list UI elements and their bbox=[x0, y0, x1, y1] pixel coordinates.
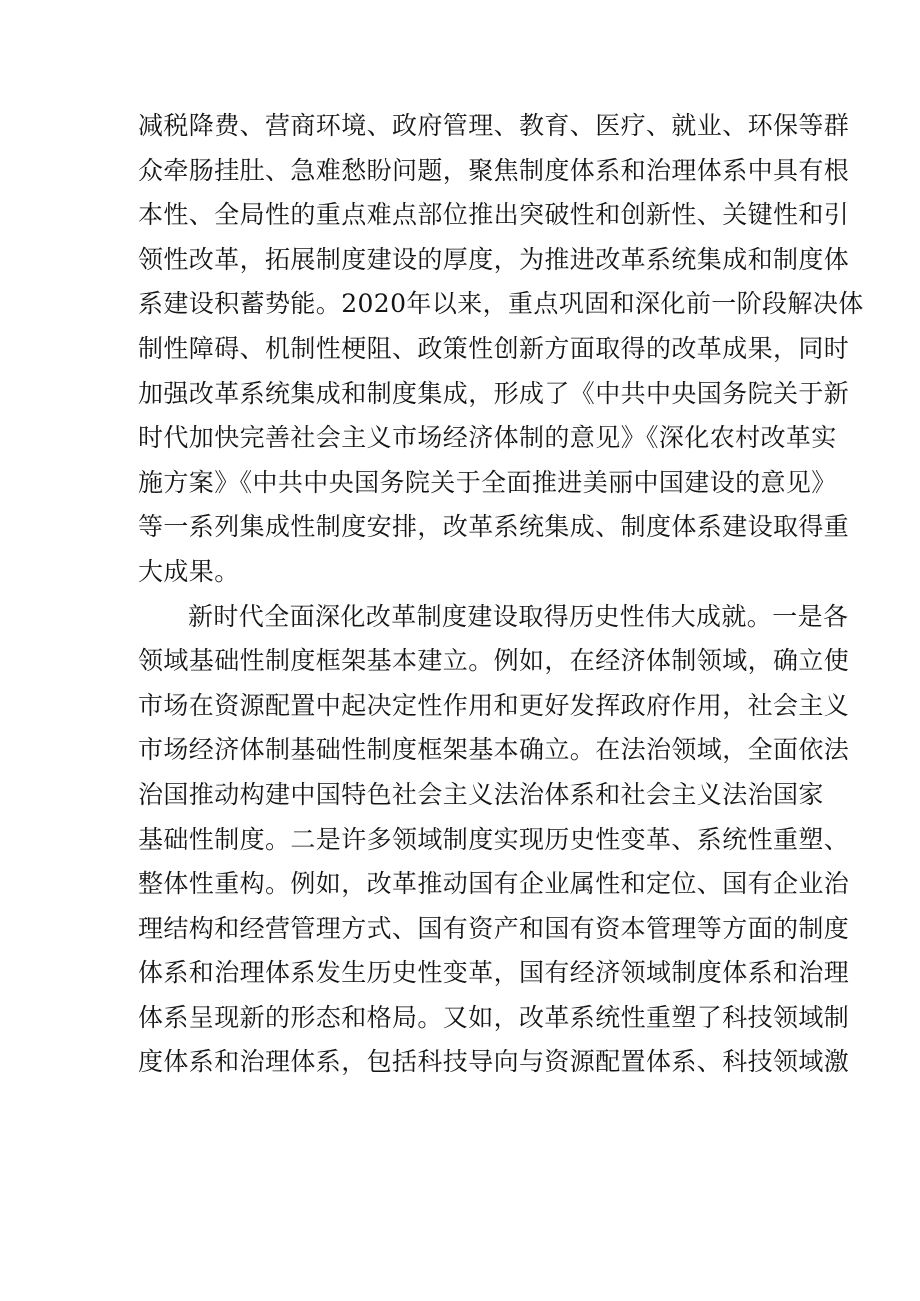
text-line: 治国推动构建中国特色社会主义法治体系和社会主义法治国家 bbox=[138, 779, 824, 809]
text-line: 市场在资源配置中起决定性作用和更好发挥政府作用，社会主义 bbox=[138, 690, 850, 720]
text-line: 领域基础性制度框架基本建立。例如，在经济体制领域，确立使 bbox=[138, 646, 850, 676]
text-line: 大成果。 bbox=[138, 556, 240, 586]
text-line: 理结构和经营管理方式、国有资产和国有资本管理等方面的制度 bbox=[138, 913, 850, 943]
text-line: 整体性重构。例如，改革推动国有企业属性和定位、国有企业治 bbox=[138, 869, 850, 899]
paragraph-start-line: 新时代全面深化改革制度建设取得历史性伟大成就。一是各 bbox=[188, 601, 849, 631]
text-line: 加强改革系统集成和制度集成，形成了《中共中央国务院关于新 bbox=[138, 378, 850, 408]
text-line: 施方案》《中共中央国务院关于全面推进美丽中国建设的意见》 bbox=[138, 467, 837, 497]
text-line: 系建设积蓄势能。2020年以来，重点巩固和深化前一阶段解决体 bbox=[138, 289, 864, 319]
text-line: 体系和治理体系发生历史性变革，国有经济领域制度体系和治理 bbox=[138, 958, 850, 988]
text-line: 市场经济体制基础性制度框架基本确立。在法治领域，全面依法 bbox=[138, 735, 850, 765]
text-line: 体系呈现新的形态和格局。又如，改革系统性重塑了科技领域制 bbox=[138, 1002, 850, 1032]
text-line: 制性障碍、机制性梗阻、政策性创新方面取得的改革成果，同时 bbox=[138, 333, 850, 363]
text-line: 领性改革，拓展制度建设的厚度，为推进改革系统集成和制度体 bbox=[138, 244, 850, 274]
text-line: 基础性制度。二是许多领域制度实现历史性变革、系统性重塑、 bbox=[138, 824, 850, 854]
text-line: 度体系和治理体系，包括科技导向与资源配置体系、科技领域激 bbox=[138, 1047, 850, 1077]
text-line: 本性、全局性的重点难点部位推出突破性和创新性、关键性和引 bbox=[138, 200, 850, 230]
text-line: 时代加快完善社会主义市场经济体制的意见》《深化农村改革实 bbox=[138, 423, 837, 453]
text-line: 等一系列集成性制度安排，改革系统集成、制度体系建设取得重 bbox=[138, 512, 850, 542]
text-line: 减税降费、营商环境、政府管理、教育、医疗、就业、环保等群 bbox=[138, 111, 850, 140]
body-text bbox=[138, 104, 864, 1085]
text-line: 众牵肠挂肚、急难愁盼问题，聚焦制度体系和治理体系中具有根 bbox=[138, 155, 850, 185]
